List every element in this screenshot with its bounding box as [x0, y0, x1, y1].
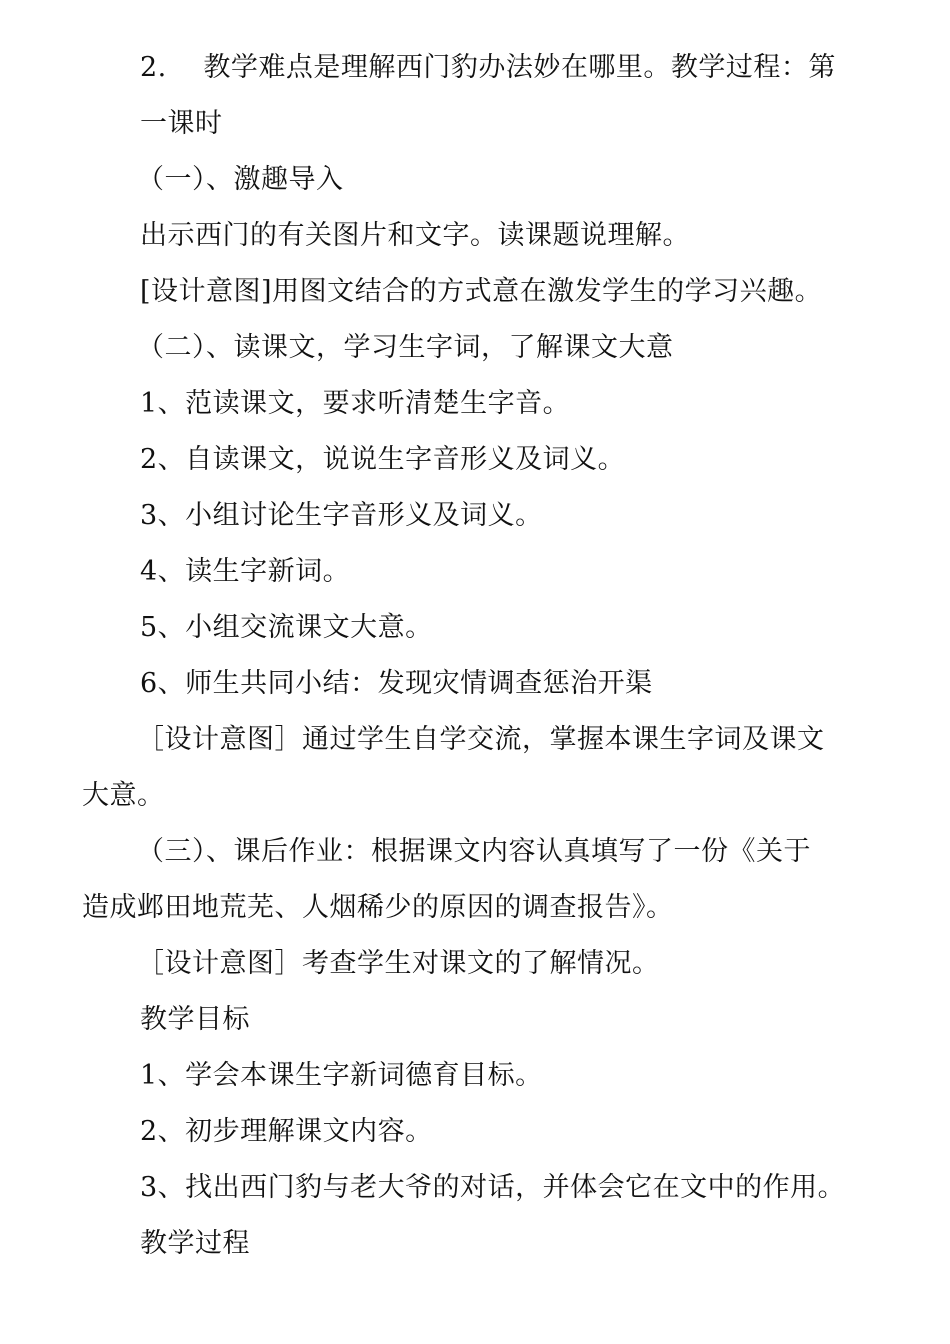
difficulty-line: 2. 教学难点是理解西门豹办法妙在哪里。教学过程：第 — [140, 52, 836, 83]
list-item-5: 5、小组交流课文大意。 — [140, 612, 433, 643]
list-item-1: 1、范读课文，要求听清楚生字音。 — [140, 388, 571, 419]
objective-item-2: 2、初步理解课文内容。 — [140, 1116, 433, 1147]
lesson-one-line: 一课时 — [140, 108, 223, 139]
design-intent-line: ［设计意图］考查学生对课文的了解情况。 — [137, 948, 660, 979]
design-intent-line: ［设计意图］通过学生自学交流，掌握本课生字词及课文 — [137, 724, 825, 755]
teaching-objectives-heading: 教学目标 — [140, 1004, 250, 1035]
list-item-6: 6、师生共同小结：发现灾情调查惩治开渠 — [140, 668, 653, 699]
objective-item-1: 1、学会本课生字新词德育目标。 — [140, 1060, 543, 1091]
teaching-process-heading: 教学过程 — [140, 1228, 250, 1259]
paragraph-line: 出示西门的有关图片和文字。读课题说理解。 — [140, 220, 690, 251]
section-heading-2: （二）、读课文，学习生字词，了解课文大意 — [137, 332, 674, 363]
section-heading-3: （三）、课后作业：根据课文内容认真填写了一份《关于 — [137, 836, 811, 867]
list-item-2: 2、自读课文，说说生字音形义及词义。 — [140, 444, 626, 475]
list-item-3: 3、小组讨论生字音形义及词义。 — [140, 500, 543, 531]
paragraph-continuation: 大意。 — [82, 780, 165, 811]
section-heading-1: （一）、激趣导入 — [137, 164, 344, 195]
paragraph-continuation: 造成邺田地荒芜、人烟稀少的原因的调查报告》。 — [82, 892, 674, 923]
objective-item-3: 3、找出西门豹与老大爷的对话，并体会它在文中的作用。 — [140, 1172, 846, 1203]
list-item-4: 4、读生字新词。 — [140, 556, 351, 587]
design-intent-line: [设计意图]用图文结合的方式意在激发学生的学习兴趣。 — [140, 276, 823, 307]
